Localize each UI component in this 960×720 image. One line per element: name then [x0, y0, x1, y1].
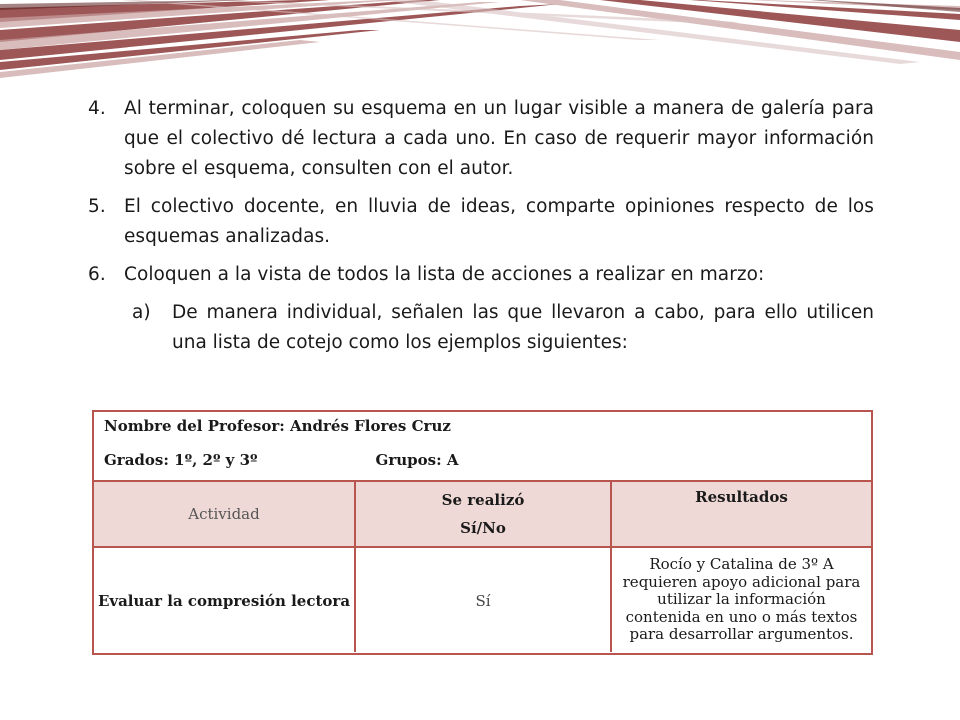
list-item [88, 192, 874, 252]
table-cell-resultados [612, 548, 871, 652]
result-line: para desarrollar argumentos. [629, 625, 854, 644]
column-header-actividad: Actividad [94, 482, 356, 548]
result-line: contenida en uno o más textos [625, 607, 858, 626]
column-header-se-realizo [356, 482, 612, 548]
groups-label: Grupos: A [375, 451, 459, 469]
teacher-name: Nombre del Profesor: Andrés Flores Cruz [104, 417, 451, 435]
result-line: Rocío y Catalina de 3º A [649, 555, 834, 574]
item-text: Coloquen a la vista de todos la lista de acciones a realizar en marzo: [124, 264, 765, 285]
table-header-info [94, 412, 871, 482]
subitem-text: De manera individual, señalen las que llevaron a cabo, para ello utilicen una lista de cotejo como los ejemplos siguientes: [172, 302, 874, 353]
table-cell-actividad: Evaluar la compresión lectora [94, 548, 356, 652]
checklist-table [92, 410, 873, 655]
result-line: utilizar la información [657, 590, 826, 609]
table-grid [94, 482, 871, 652]
item-number: 4. [88, 98, 106, 119]
header-line: Se realizó [441, 491, 525, 509]
item-number: 5. [88, 196, 106, 217]
grades-label: Grados: 1º, 2º y 3º [104, 451, 258, 469]
sub-list-item [88, 298, 874, 358]
subitem-letter: a) [132, 302, 151, 323]
list-item [88, 260, 874, 290]
item-number: 6. [88, 264, 106, 285]
decorative-banner [0, 0, 960, 80]
instructions-list [88, 94, 874, 358]
list-item [88, 94, 874, 184]
item-text: Al terminar, coloquen su esquema en un lugar visible a manera de galería para que el colectivo dé lectura a cada uno. En caso de requerir mayor información sobre el esquema, consulten con el autor. [124, 98, 874, 179]
column-header-resultados: Resultados [612, 482, 871, 548]
item-text: El colectivo docente, en lluvia de ideas, comparte opiniones respecto de los esquemas analizadas. [124, 196, 874, 247]
table-cell-realizo: Sí [356, 548, 612, 652]
header-line: Sí/No [460, 519, 506, 537]
result-line: requieren apoyo adicional para [622, 572, 861, 591]
